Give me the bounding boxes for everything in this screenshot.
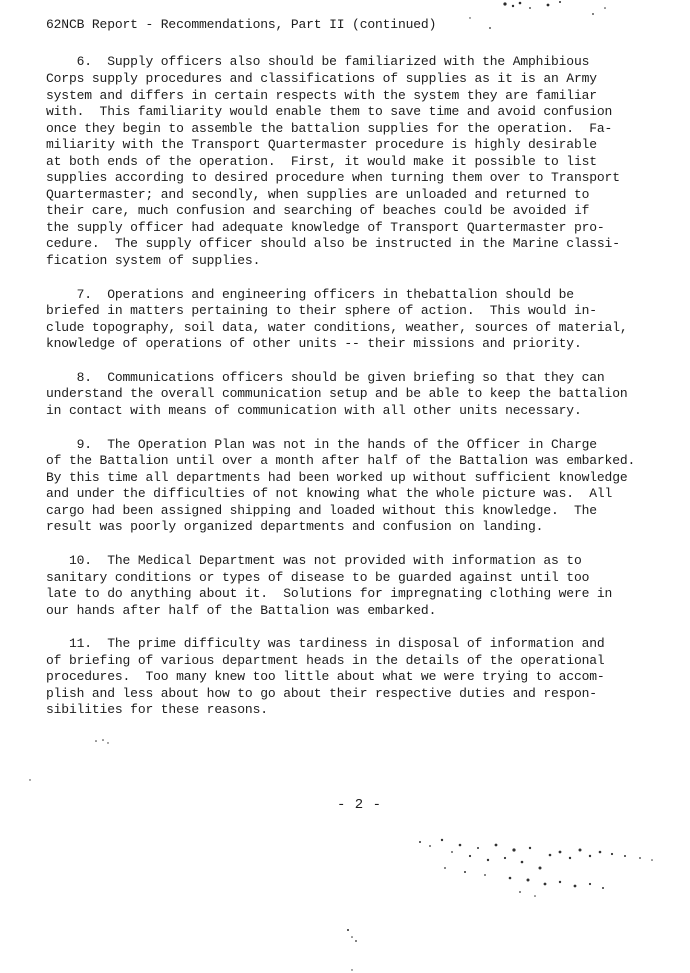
paragraph-11-line: plish and less about how to go about their respective duties and respon-: [46, 686, 597, 701]
paragraph-10-line: 10. The Medical Department was not provided with information as to: [46, 553, 582, 568]
paragraph-7-line: 7. Operations and engineering officers in thebattalion should be: [46, 287, 574, 302]
paragraph-10-line: sanitary conditions or types of disease to be guarded against until too: [46, 570, 590, 585]
paragraph-10-line: our hands after half of the Battalion was embarked.: [46, 603, 437, 618]
paragraph-6-line: 6. Supply officers also should be familiarized with the Amphibious: [46, 54, 590, 69]
paragraph-8-line: 8. Communications officers should be given briefing so that they can: [46, 370, 605, 385]
paragraph-9-line: and under the difficulties of not knowing what the whole picture was. All: [46, 486, 613, 501]
paragraph-9-line: 9. The Operation Plan was not in the hands of the Officer in Charge: [46, 437, 597, 452]
paragraph-8-line: understand the overall communication setup and be able to keep the battalion: [46, 386, 628, 401]
page-number: - 2 -: [337, 797, 382, 813]
paragraph-6-line: miliarity with the Transport Quartermaster procedure is highly desirable: [46, 137, 597, 152]
paragraph-11-line: of briefing of various department heads in the details of the operational: [46, 653, 605, 668]
paragraph-7-line: knowledge of operations of other units -- their missions and priority.: [46, 336, 582, 351]
paragraph-7-line: clude topography, soil data, water conditions, weather, sources of material,: [46, 320, 628, 335]
paragraph-6-line: cedure. The supply officer should also be instructed in the Marine classi-: [46, 236, 620, 251]
paragraph-6-line: the supply officer had adequate knowledge of Transport Quartermaster pro-: [46, 220, 605, 235]
paragraph-11-line: 11. The prime difficulty was tardiness in disposal of information and: [46, 636, 605, 651]
paragraph-6-line: at both ends of the operation. First, it would make it possible to list: [46, 154, 597, 169]
paragraph-6-line: fication system of supplies.: [46, 253, 261, 268]
report-header: 62NCB Report - Recommendations, Part II (continued): [46, 17, 437, 32]
paragraph-9-line: cargo had been assigned shipping and loaded without this knowledge. The: [46, 503, 597, 518]
paragraph-6-line: with. This familiarity would enable them to save time and avoid confusion: [46, 104, 613, 119]
paragraph-6-line: Quartermaster; and secondly, when supplies are unloaded and returned to: [46, 187, 590, 202]
paragraph-9-line: result was poorly organized departments and confusion on landing.: [46, 519, 544, 534]
paragraph-9-line: By this time all departments had been worked up without sufficient knowledge: [46, 470, 628, 485]
paragraph-6-line: their care, much confusion and searching of beaches could be avoided if: [46, 203, 590, 218]
paragraph-7-line: briefed in matters pertaining to their sphere of action. This would in-: [46, 303, 597, 318]
paragraph-8-line: in contact with means of communication with all other units necessary.: [46, 403, 582, 418]
paragraph-6-line: once they begin to assemble the battalion supplies for the operation. Fa-: [46, 121, 613, 136]
paragraph-11-line: sibilities for these reasons.: [46, 702, 268, 717]
paragraph-9-line: of the Battalion until over a month after half of the Battalion was embarked.: [46, 453, 636, 468]
paragraph-11-line: procedures. Too many knew too little about what we were trying to accom-: [46, 669, 605, 684]
paragraph-10-line: late to do anything about it. Solutions for impregnating clothing were in: [46, 586, 613, 601]
paragraph-6-line: supplies according to desired procedure when turning them over to Transport: [46, 170, 620, 185]
paragraph-6-line: Corps supply procedures and classifications of supplies as it is an Army: [46, 71, 597, 86]
paragraph-6-line: system and differs in certain respects with the system they are familiar: [46, 88, 597, 103]
